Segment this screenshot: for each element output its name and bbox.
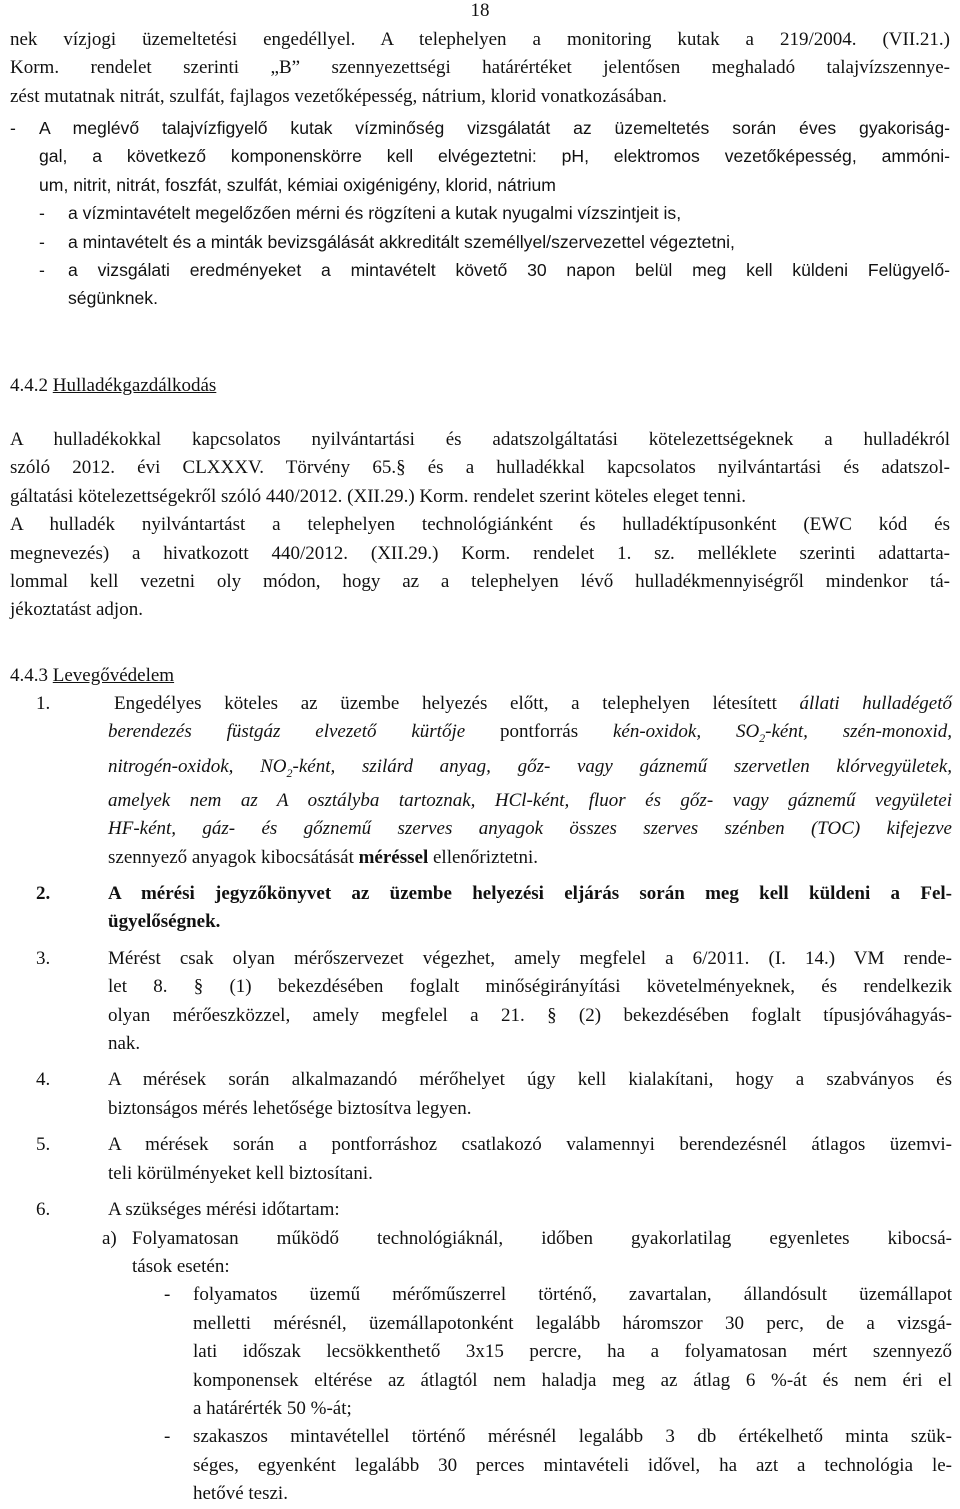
item-line: Engedélyes köteles az üzembe helyezés előtt, a telephelyen létesített állati hulladégető (114, 693, 952, 714)
paragraph-line: szóló 2012. évi CLXXXV. Törvény 65.§ és a hulladékkal kapcsolatos nyilvántartási és adatszol- (10, 457, 950, 479)
list-dash: - (164, 1426, 171, 1448)
list-item-1 (10, 690, 952, 872)
monitoring-subitem-text: a vízmintavételt megelőzően mérni és rögzíteni a kutak nyugalmi vízszintjeit is, (68, 203, 682, 224)
intro-paragraph (10, 26, 950, 111)
item-line: teli körülményeket kell biztosítani. (108, 1162, 373, 1184)
intro-line: zést mutatnak nitrát, szulfát, fajlagos vezetőképesség, nátrium, klorid vonatkozásában. (10, 85, 667, 107)
list-item-4 (10, 1066, 952, 1123)
dash-item-1 (108, 1281, 952, 1423)
item-line: Mérést csak olyan mérőszervezet végezhet, amely megfelel a 6/2011. (I. 14.) VM rende- (108, 947, 952, 969)
sub-item-label: a) (102, 1227, 117, 1249)
sub-item-line: Folyamatosan működő technológiáknál, időben gyakorlatilag egyenletes kibocsá- (132, 1227, 952, 1249)
item-line: szennyező anyagok kibocsátását méréssel ellenőriztetni. (108, 846, 538, 868)
item-line: biztonságos mérés lehetősége biztosítva legyen. (108, 1097, 472, 1119)
item-line: A szükséges mérési időtartam: (108, 1199, 340, 1221)
dash-item-line: lati időszak lecsökkenthető 3x15 percre, ha a folyamatosan mért szennyező (193, 1341, 952, 1363)
list-number: 6. (36, 1199, 51, 1221)
section-number: 4.4.3 (10, 665, 48, 686)
list-number: 2. (36, 883, 51, 905)
list-dash: - (39, 203, 45, 224)
monitoring-subitem-text: a mintavételt és a minták bevizsgálását akkreditált személlyel/szervezettel végeztetni, (68, 231, 735, 252)
section-number: 4.4.2 (10, 375, 48, 396)
monitoring-line: gal, a következő komponenskörre kell elvégeztetni: pH, elektromos vezetőképesség, ammóni- (39, 146, 950, 167)
dash-item-line: melletti mérésnél, üzemállapotonként legalább háromszor 30 perc, de a vizsgá- (193, 1312, 952, 1334)
paragraph-line: A hulladék nyilvántartást a telephelyen technológiánként és hulladéktípusonként (EWC kód és (10, 514, 950, 536)
list-number: 3. (36, 947, 51, 969)
item-line: A mérések során alkalmazandó mérőhelyet úgy kell kialakítani, hogy a szabványos és (108, 1069, 952, 1091)
monitoring-subitem (10, 199, 950, 227)
list-dash: - (10, 118, 16, 138)
paragraph-line: lommal kell vezetni oly módon, hogy az a telephelyen lévő hulladékmennyiségről mindenkor tá- (10, 571, 950, 593)
intro-line: Korm. rendelet szerinti „B” szennyezettségi határértéket jelentősen meghaladó talajvízszennye- (10, 57, 950, 79)
list-number: 1. (36, 693, 51, 714)
section-443-list (10, 690, 952, 1509)
dash-item-2 (108, 1423, 952, 1508)
item-line: berendezés füstgáz elvezető kürtője pontforrás kén-oxidok, $SO_2$-ként, szén-monoxid, (108, 721, 952, 746)
dash-item-line: hetővé teszi. (193, 1483, 288, 1505)
sub-item-line: tások esetén: (132, 1255, 230, 1277)
page-number: 18 (470, 0, 490, 21)
dash-item-line: séges, egyenként legalább 30 perces mintavételi idővel, ha azt a technológia le- (193, 1454, 952, 1476)
monitoring-section (10, 114, 950, 313)
list-dash: - (39, 260, 45, 281)
item-line: olyan mérőeszközzel, amely megfelel a 21. § (2) bekezdésében foglalt típusjóváhagyás- (108, 1004, 952, 1026)
paragraph-line: megnevezés) a hivatkozott 440/2012. (XII.29.) Korm. rendelet 1. sz. melléklete szerinti adattarta- (10, 542, 950, 564)
paragraph-line: A hulladékokkal kapcsolatos nyilvántartási és adatszolgáltatási kötelezettségeknek a hulladékról (10, 429, 950, 450)
monitoring-subitem (10, 256, 950, 313)
list-number: 5. (36, 1134, 51, 1156)
dash-item-line: szakaszos mintavétellel történő mérésnél legalább 3 db értékelhető minta szük- (193, 1426, 952, 1448)
item-line: nitrogén-oxidok, $NO_2$-ként, szilárd anyag, gőz- vagy gáznemű szervetlen klórvegyületek, (108, 755, 953, 780)
list-item-3 (10, 945, 952, 1059)
section-442-body (10, 426, 950, 625)
section-heading-442 (10, 372, 950, 400)
dash-item-line: a határérték 50 %-át; (193, 1397, 352, 1419)
item-line: let 8. § (1) bekezdésében foglalt minőségirányítási követelményeknek, és rendelkezik (108, 976, 952, 998)
monitoring-subitem-text: ségünknek. (68, 288, 158, 309)
section-title: Hulladékgazdálkodás (52, 375, 217, 396)
monitoring-line: A meglévő talajvízfigyelő kutak vízminőség vizsgálatát az üzemeltetés során éves gyakoriság- (39, 118, 950, 138)
intro-line: nek vízjogi üzemeltetési engedéllyel. A telephelyen a monitoring kutak a 219/2004. (VII.21.) (10, 29, 950, 50)
item-line: ügyelőségnek. (108, 911, 221, 933)
section-title: Levegővédelem (52, 665, 175, 686)
dash-item-line: folyamatos üzemű mérőműszerrel történő, zavartalan, állandósult üzemállapot (193, 1284, 952, 1306)
item-line: A mérések során a pontforráshoz csatlakozó valamennyi berendezésnél átlagos üzemvi- (108, 1134, 952, 1156)
sub-item-a (76, 1225, 952, 1282)
paragraph-line: jékoztatást adjon. (10, 599, 143, 621)
section-heading-443 (10, 662, 950, 690)
monitoring-item (10, 114, 950, 142)
monitoring-subitem (10, 228, 950, 256)
dash-item-line: komponensek eltérése az átlagtól nem haladja meg az átlag 6 %-át és nem éri el (193, 1369, 952, 1391)
list-dash: - (164, 1284, 171, 1306)
list-dash: - (39, 231, 45, 252)
item-line: HF-ként, gáz- és gőznemű szerves anyagok összes szerves szénben (TOC) kifejezve (108, 818, 952, 840)
item-line: nak. (108, 1033, 141, 1055)
paragraph-line: gáltatási kötelezettségekről szóló 440/2012. (XII.29.) Korm. rendelet szerint köteles eleget tenni. (10, 485, 747, 507)
item-line: amelyek nem az A osztályba tartoznak, HCl-ként, fluor és gőz- vagy gáznemű vegyületei (108, 789, 952, 811)
list-number: 4. (36, 1069, 51, 1091)
item-line: A mérési jegyzőkönyvet az üzembe helyezési eljárás során meg kell küldeni a Fel- (108, 883, 952, 905)
list-item-6 (10, 1196, 952, 1508)
list-item-2 (10, 880, 952, 937)
monitoring-line: um, nitrit, nitrát, foszfát, szulfát, kémiai oxigénigény, klorid, nátrium (39, 174, 556, 195)
list-item-5 (10, 1131, 952, 1188)
monitoring-subitem-text: a vizsgálati eredményeket a mintavételt követő 30 napon belül meg kell küldeni Felügyelő- (68, 260, 950, 281)
